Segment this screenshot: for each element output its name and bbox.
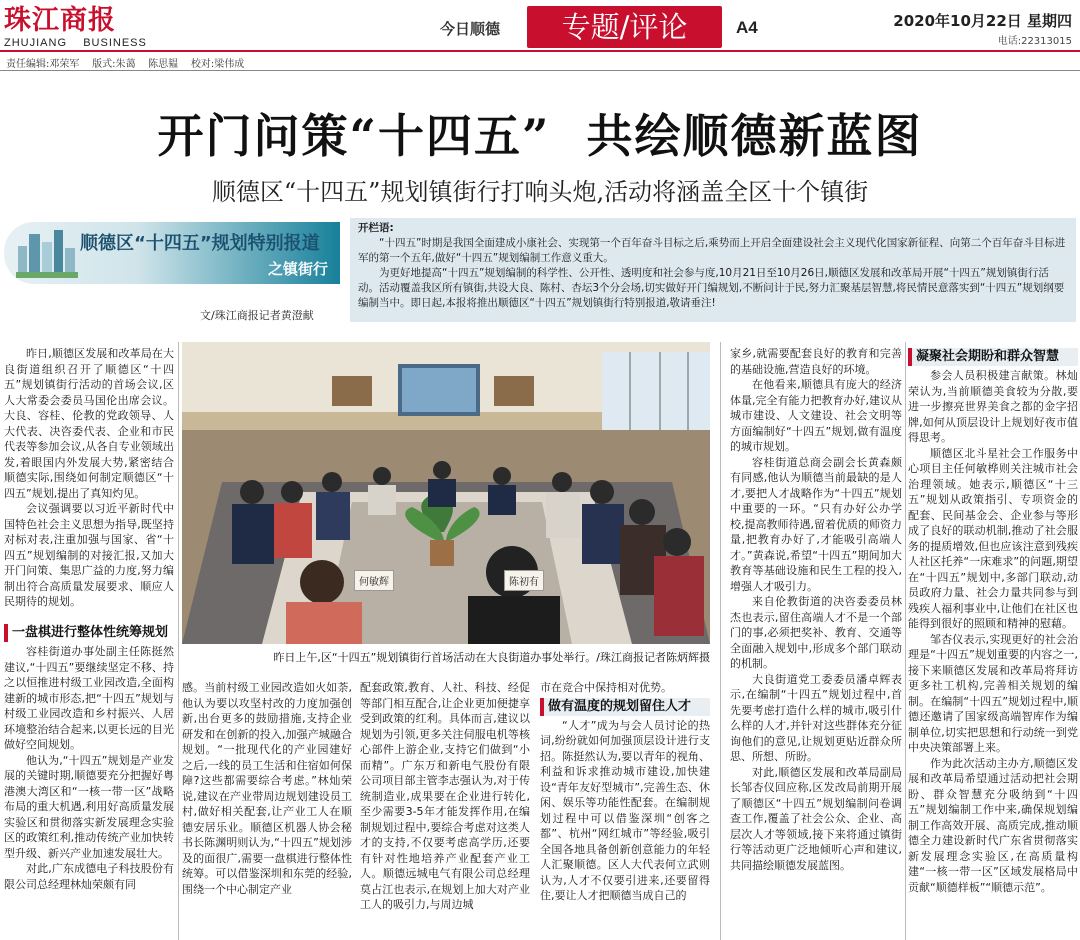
section-subtitle: 凝聚社会期盼和群众智慧	[908, 348, 1078, 366]
logo-chinese: 珠江商报	[4, 5, 116, 36]
paragraph: 在他看来,顺德具有庞大的经济体量,完全有能力把教育办好,建议从城市建设、人文建设、社会文明等方面编制好“十四五”规划,做有温度的城市规划。	[730, 378, 902, 453]
paragraph: 昨日,顺德区发展和改革局在大良街道组织召开了顺德区“十四五”规划镇街行活动的首场会议,区人大常委会委员马国伦出席会议。大良、容桂、伦教的党政领导、人大代表、决咨委代表、企业和市民代表等参加会议,从各自专业领域出发,着眼国内外发展大势,紧密结合顺德实际,围绕如何制定顺德区“十四五”规划,提出了真知灼见。	[4, 347, 174, 500]
issue-date: 2020年10月22日 星期四	[893, 12, 1072, 30]
column-divider	[720, 342, 721, 940]
paragraph: 感。当前村级工业园改造如火如荼,他认为要以攻坚村改的力度加强创新,出台更多的鼓励措施,支持企业研发和在创新的投入,加强产城融合规划。“一批现代化的产业园建好之后,一线的员工生活和住宿如何保障?这些都需要综合考虑。”林灿荣说,建议在产业带周边规划建设员工村,做好相关配套,让产业工人在顺德安居乐业。顺德区机器人协会秘书长陈渊明则认为,“十四五”规划涉及的面很广,需要一盘棋进行整体性统筹。可以借鉴深圳和东莞的经验,围绕一个中心制定产业	[182, 681, 352, 896]
masthead-rule	[0, 50, 1080, 52]
paragraph: 市在竞合中保持相对优势。	[540, 681, 672, 694]
article-column-3	[360, 680, 530, 940]
logo-english: ZHUJIANG BUSINESS	[4, 37, 147, 49]
meeting-photo	[182, 342, 710, 644]
article-column-1-top	[4, 346, 174, 620]
sub-headline: 顺德区“十四五”规划镇街行打响头炮,活动将涵盖全区十个镇街	[211, 178, 869, 206]
phone-number: 电话:22313015	[997, 36, 1072, 47]
article-column-4	[540, 680, 710, 940]
section-subtitle: 一盘棋进行整体性统筹规划	[4, 624, 174, 642]
paragraph: 大良街道党工委委员潘卓辉表示,在编制“十四五”规划过程中,首先要考虑打造什么样的城市,吸引什么样的人才,并针对这些群体充分征询他们的意见,让规划更贴近群众所思、所想、所盼。	[730, 672, 902, 763]
city-skyline-icon	[16, 228, 78, 278]
article-column-5	[730, 346, 902, 940]
article-column-2	[182, 680, 352, 940]
section-tag: 专题/评论	[527, 6, 722, 48]
editor-credits: 责任编辑:邓荣军 版式:朱蔼 陈思韫 校对:梁伟成	[6, 59, 245, 70]
paragraph: 参会人员积极建言献策。林灿荣认为,当前顺德美食较为分散,要进一步擦亮世界美食之都的金字招牌,如何从顶层设计上规划好夜市值得思考。	[908, 369, 1078, 444]
meeting-room-illustration	[182, 342, 710, 644]
paragraph: 容桂街道总商会副会长黄森颇有同感,他认为顺德当前最缺的是人才,要把人才战略作为“十四五”规划中重要的一环。“只有办好公办学校,提高教师待遇,留着优质的师资力量,把教育办好了,才能吸引高端人才。”黄森说,希望“十四五”期间加大教育等基础设施和民生工程的投入,增强人才吸引力。	[730, 455, 902, 593]
paragraph: 对此,广东成德电子科技股份有限公司总经理林灿荣颇有同	[4, 862, 174, 891]
article-column-1-bottom	[4, 622, 174, 940]
section-subtitle: 做有温度的规划留住人才	[540, 698, 710, 716]
page-number: A4	[736, 18, 758, 37]
main-headline: 开门问策“十四五” 共绘顺德新蓝图	[157, 109, 923, 163]
paragraph: 配套政策,教育、人社、科技、经促等部门相互配合,让企业更加便捷享受到政策的红利。具体而言,建议以规划为引领,更多关注伺服电机等核心部件上游企业,支持它们做到“小而精”。广东万和新电气股份有限公司项目部主管李志强认为,对于传统制造业,成果要在企业进行转化,至少需要3-5年才能发挥作用,在编制规划过程中,要综合考虑对这类人才的支持,不仅要考虑高学历,还要有针对性地培养产业配套产业工人。顺德远城电气有限公司总经理莫占江也表示,在规划上加大对产业工人的吸引力,与周边城	[360, 681, 530, 911]
paragraph: 邹杏仪表示,实现更好的社会治理是“十四五”规划重要的内容之一,接下来顺德区发展和改革局将拜访更多社工机构,完善相关规划的编制。在编制“十四五”规划过程中,顺德还邀请了国家级高端智库作为编制单位,切实把思想和行动统一到党中央决策部署上来。	[908, 632, 1078, 754]
paragraph: 他认为,“十四五”规划是产业发展的关键时期,顺德要充分把握好粤港澳大湾区和“一核一带一区”战略布局的重大机遇,利用好高质量发展实验区和贯彻落实新发展理念实验区的政策红利,推动传统产业加快转型升级、新兴产业加速发展壮大。	[4, 753, 174, 860]
photo-caption: 昨日上午,区“十四五”规划镇街行首场活动在大良街道办事处举行。/珠江商报记者陈炳辉摄	[273, 651, 710, 664]
name-placard: 何敏辉	[354, 570, 394, 591]
banner-subtitle: 之镇街行	[267, 260, 328, 278]
paragraph: 会议强调要以习近平新时代中国特色社会主义思想为指导,既坚持对标对表,注重加强与国家、省“十四五”规划编制的对接汇报,又加大开门问策、集思广益的力度,努力编制出符合高质量发展要求、顺应人民期待的规划。	[4, 502, 174, 608]
column-divider	[905, 342, 906, 940]
edition-label: 今日顺德	[440, 20, 501, 38]
paragraph: 顺德区北斗星社会工作服务中心项目主任何敏桦则关注城市社会治理领域。她表示,顺德区“十三五”规划从政策指引、专项资金的配套、民间基金会、企业参与等形成了良好的联动机制,推动了社会服务的提质增效,但也应该注意到残疾人社区托养“一床难求”的问题,期望在“十四五”规划中,多部门联动,动员政府力量、社会力量共同参与到残疾人福利事业中,让他们在社区也能得到很好的照顾和精神的慰藉。	[908, 446, 1078, 630]
banner-title: 顺德区“十四五”规划特别报道	[80, 233, 320, 254]
intro-paragraph: “十四五”时期是我国全面建成小康社会、实现第一个百年奋斗目标之后,乘势而上开启全面建设社会主义现代化国家新征程、向第二个百年奋斗目标进军的第一个五年,做好“十四五”规划编制工作意义重大。	[358, 237, 1066, 264]
column-intro-box	[350, 218, 1076, 322]
byline: 文/珠江商报记者黄澄献	[200, 309, 314, 322]
column-divider	[178, 342, 179, 940]
paragraph: 作为此次活动主办方,顺德区发展和改革局希望通过活动把社会期盼、群众智慧充分吸纳到“十四五”规划编制工作中来,确保规划编制工作高效开展、高质完成,推动顺德全力建设新时代广东省贯彻落实新发展理念实验区,在高质量构建“一核一带一区”区域发展格局中贡献“顺德样板”“顺德示范”。	[908, 756, 1078, 894]
paragraph: 来自伦教街道的决咨委委员林杰也表示,留住高端人才不是一个部门的事,必须把奖补、教育、交通等全面融入规划中,形成多个部门联动的机制。	[730, 595, 902, 670]
paragraph: “人才”成为与会人员讨论的热词,纷纷就如何加强顶层设计进行支招。陈挺然认为,要以青年的视角、利益和诉求推动城市建设,加快建设“青年友好型城市”,完善生态、休闲、娱乐等功能性配套。在编制规划过程中可以借鉴深圳“创客之都”、杭州“网红城市”等经验,吸引全国各地具备创新创意能力的年轻人汇聚顺德。区人大代表何立武则认为,人才不仅要引进来,还要留得住,要让人才把顺德当成自己的	[540, 718, 710, 902]
paragraph: 对此,顺德区发展和改革局副局长邹杏仪回应称,区发改局前期开展了顺德区“十四五”规划编制问卷调查工作,覆盖了社会公众、企业、高层次人才等领域,接下来将通过镇街行等活动更广泛地倾听心声和建议,共同描绘顺德发展蓝图。	[730, 765, 902, 872]
intro-paragraph: 为更好地提高“十四五”规划编制的科学性、公开性、透明度和社会参与度,10月21日至10月26日,顺德区发展和改革局开展“十四五”规划镇街行活动。活动覆盖我区所有镇街,共设大良、陈村、杏坛3个分会场,切实做好开门编规划,不断问计于民,努力汇聚基层智慧,将民情民意落实到“十四五”规划纲要编制当中。即日起,本报将推出顺德区“十四五”规划镇街行特别报道,敬请垂注!	[358, 267, 1065, 309]
article-column-6	[908, 346, 1078, 940]
paragraph: 家乡,就需要配套良好的教育和完善的基础设施,营造良好的环境。	[730, 347, 902, 376]
name-placard: 陈初有	[504, 570, 544, 591]
special-report-banner	[4, 222, 340, 284]
intro-label: 开栏语:	[358, 222, 394, 234]
newspaper-logo	[4, 5, 147, 52]
credits-rule	[0, 70, 1080, 71]
paragraph: 容桂街道办事处副主任陈挺然建议,“十四五”要继续坚定不移、持之以恒推进村级工业园改造,全面构建新的城市形态,把“十四五”规划与村级工业园改造和乡村振兴、人居环境整治结合起来,以更长远的目光做好空间规划。	[4, 645, 174, 751]
